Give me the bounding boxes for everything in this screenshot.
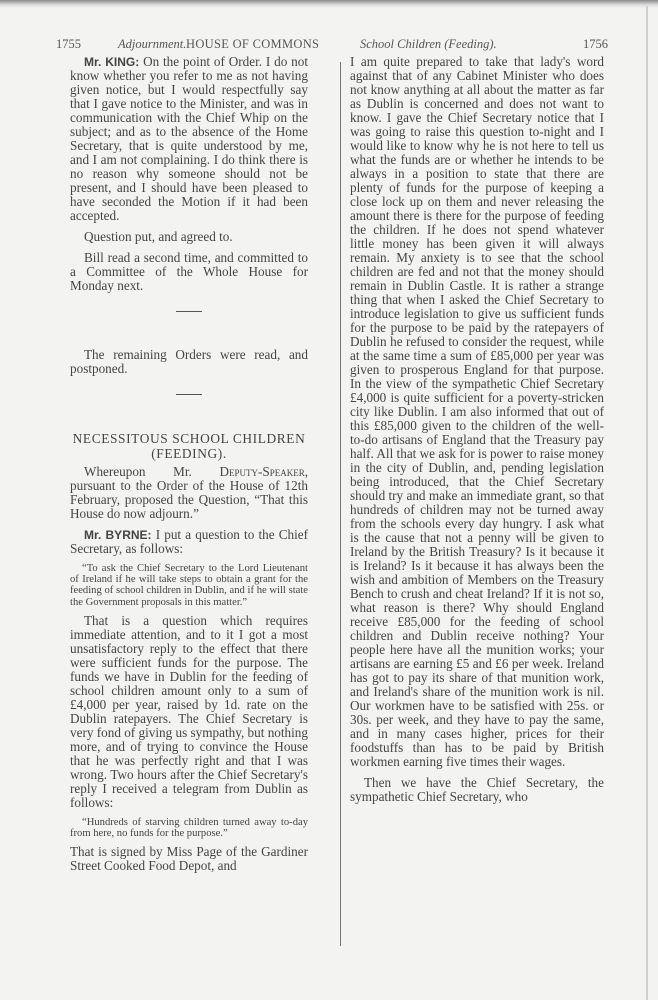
house-title: HOUSE OF COMMONS: [186, 37, 320, 51]
king-speech: [70, 55, 308, 223]
speech-text: I put a question to the Chief Secretary, as follows:: [70, 527, 309, 556]
page-edge: [646, 6, 648, 1000]
running-header: [56, 37, 608, 53]
speaker-name: Mr. BYRNE:: [84, 528, 152, 542]
column-divider: [340, 62, 341, 946]
byrne-paragraph: That is a question which requires immediate attention, and to it I got a most unsatisfactory reply to the effect that there were sufficient funds for the purpose. The funds we have in Dublin for the feeding of school children amount only to a sum of £4,000 per year, raised by 1d. rate on the Dublin ratepayers. The Chief Secretary is very fond of giving us sympathy, but nothing more, and of trying to convince the House that he was perfectly right and that I was wrong. Two hours after the Chief Secretary's reply I received a telegram from Dublin as follows:: [70, 612, 308, 810]
bill-read: Bill read a second time, and committed to a Committee of the Whole House for Monday next.: [70, 250, 308, 293]
section-rule: [176, 394, 202, 395]
whereupon-paragraph: Whereupon Mr. Deputy-Speaker, pursuant to the Order of the House of 12th February, proposed the Question, “That this House do now adjourn.”: [70, 464, 309, 521]
left-column: [70, 55, 308, 880]
right-page-number: 1756: [583, 37, 608, 51]
telegram-quote: “Hundreds of starving children turned away to-day from here, no funds for the purpose.”: [70, 816, 308, 840]
left-page-number: 1755: [56, 37, 81, 51]
byrne-speech: [70, 528, 308, 556]
section-heading-line-1: NECESSITOUS SCHOOL CHILDREN: [72, 431, 306, 446]
right-column: [350, 55, 604, 811]
remaining-orders: The remaining Orders were read, and postponed.: [70, 347, 308, 376]
signed-paragraph: That is signed by Miss Page of the Gardiner Street Cooked Food Depot, and: [70, 844, 308, 874]
quoted-question: “To ask the Chief Secretary to the Lord Lieutenant of Ireland if he will take steps to obtain a grant for the feeding of school children in Dublin, and if he will state the Government proposals in this matter.”: [70, 563, 308, 608]
question-put: Question put, and agreed to.: [84, 229, 233, 244]
speaker-name: Mr. KING:: [84, 55, 140, 69]
right-running-title: School Children (Feeding).: [360, 37, 497, 51]
page-top-shadow: [0, 0, 658, 8]
section-heading-line-2: (FEEDING).: [151, 446, 227, 461]
left-running-title: Adjournment.: [118, 37, 187, 51]
speech-text: On the point of Order. I do not know whether you refer to me as not having given notice, but I would respectfully say that I gave notice to the Minister, and was in communication with the Chief Whip on the subject; and as to the absence of the Home Secretary, that is quite understood by me, and I am not complaining. I do think there is no reason why someone should not be present, and I should have been pleased to have seconded the Motion if it had been accepted.: [70, 54, 309, 223]
section-heading: [70, 431, 308, 461]
deputy-speaker: Deputy-Speaker: [219, 464, 305, 479]
final-paragraph: Then we have the Chief Secretary, the sympathetic Chief Secretary, who: [350, 775, 604, 804]
section-rule: [176, 311, 202, 312]
continuation-paragraph: I am quite prepared to take that lady's word against that of any Cabinet Minister who does not know anything at all about the matter as far as Dublin is concerned and does not want to know. I gave the Chief Secretary notice that I was going to raise this question to-night and I would like to know why he is not here to tell us what the funds are or whether he intends to be always in a position to state that there are plenty of funds for the purpose of keeping a close lock up on them and never releasing the amount there is there for the purpose of feeding the children. If he does not spend whatever little money has been given it will always remain. My anxiety is to see that the school children are fed and not that the money should remain in Dublin Castle. It is rather a strange thing that when I asked the Chief Secretary to introduce legislation to give us sufficient funds for the purpose to be paid by the ratepayers of Dublin he refused to consider the request, while at the same time a sum of £85,000 per year was given to prosperous England for that purpose. In the view of the sympathetic Chief Secretary £4,000 is quite sufficient for a poverty-stricken city like Dublin. I am also informed that out of this £85,000 given to the children of the well-to-do artisans of England that the Treasury pay half. All that we ask for is power to raise money in the city of Dublin, and, pending legislation being introduced, that the Chief Secretary should try and make an immediate grant, so that hundreds of children may not be turned away from the schools every day hungry. I ask what is the cause that not a penny will be given to Ireland by the British Treasury? Is it because it is Ireland? Is it because it has always been the wish and ambition of Members on the Treasury Bench to crush and cheat Ireland? If it is not so, what reason is there? Why should England receive £85,000 for the feeding of school children and Dublin receive nothing? Your people here have all the munition works; your artisans are earning £5 and £6 per week. Ireland has got to pay its share of that munition work, and Ireland's share of the munition work is nil. Our workmen have to be satisfied with 25s. or 30s. per week, and they have to pay the same, and in many cases higher, prices for their foodstuffs than has to be paid by British workmen earning five times their wages.: [350, 54, 604, 769]
